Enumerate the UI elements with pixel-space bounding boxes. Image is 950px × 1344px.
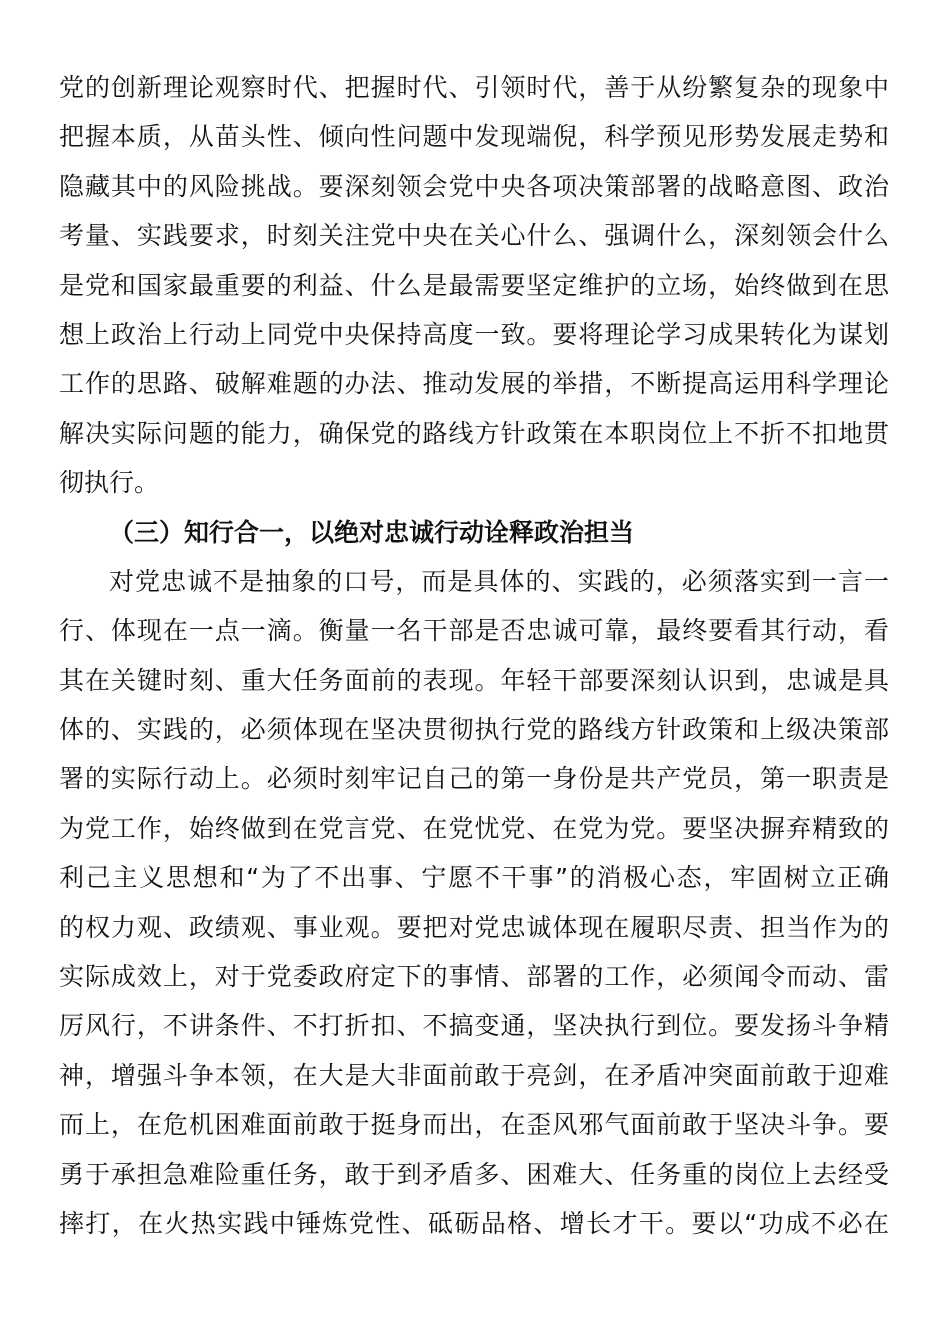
paragraph-line: 隐藏其中的风险挑战。要深刻领会党中央各项决策部署的战略意图、政治	[59, 171, 889, 201]
document-body	[59, 63, 889, 1248]
paragraph-line: 解决实际问题的能力，确保党的路线方针政策在本职岗位上不折不扣地贯	[59, 418, 889, 448]
paragraph-line: 勇于承担急难险重任务，敢于到矛盾多、困难大、任务重的岗位上去经受	[59, 1159, 889, 1189]
paragraph-line: 的权力观、政绩观、事业观。要把对党忠诚体现在履职尽责、担当作为的	[59, 912, 889, 942]
paragraph-line: 对党忠诚不是抽象的口号，而是具体的、实践的，必须落实到一言一	[109, 566, 889, 596]
paragraph-line: 其在关键时刻、重大任务面前的表现。年轻干部要深刻认识到，忠诚是具	[59, 665, 889, 695]
paragraph-line: 考量、实践要求，时刻关注党中央在关心什么、强调什么，深刻领会什么	[59, 221, 889, 251]
paragraph-line: 实际成效上，对于党委政府定下的事情、部署的工作，必须闻令而动、雷	[59, 962, 889, 992]
paragraph-line: 为党工作，始终做到在党言党、在党忧党、在党为党。要坚决摒弃精致的	[59, 813, 889, 843]
paragraph-line: 党的创新理论观察时代、把握时代、引领时代，善于从纷繁复杂的现象中	[59, 73, 889, 102]
paragraph-line: 利己主义思想和“为了不出事、宁愿不干事”的消极心态，牢固树立正确	[59, 863, 889, 893]
paragraph-line: 摔打，在火热实践中锤炼党性、砥砺品格、增长才干。要以“功成不必在	[59, 1208, 889, 1238]
paragraph-line: 是党和国家最重要的利益、什么是最需要坚定维护的立场，始终做到在思	[59, 270, 889, 300]
paragraph-line: 想上政治上行动上同党中央保持高度一致。要将理论学习成果转化为谋划	[59, 319, 889, 349]
paragraph-line: 行、体现在一点一滴。衡量一名干部是否忠诚可靠，最终要看其行动，看	[59, 616, 889, 646]
paragraph-line: 署的实际行动上。必须时刻牢记自己的第一身份是共产党员，第一职责是	[59, 764, 889, 794]
paragraph-line: 彻执行。	[59, 468, 160, 498]
paragraph-line: 神，增强斗争本领，在大是大非面前敢于亮剑，在矛盾冲突面前敢于迎难	[59, 1060, 889, 1090]
paragraph-line: 而上，在危机困难面前敢于挺身而出，在歪风邪气面前敢于坚决斗争。要	[59, 1110, 889, 1140]
paragraph-line: 把握本质，从苗头性、倾向性问题中发现端倪，科学预见形势发展走势和	[59, 122, 889, 152]
paragraph-line: 工作的思路、破解难题的办法、推动发展的举措，不断提高运用科学理论	[59, 369, 889, 399]
section-heading: （三）知行合一，以绝对忠诚行动诠释政治担当	[109, 517, 635, 547]
paragraph-line: 厉风行，不讲条件、不打折扣、不搞变通，坚决执行到位。要发扬斗争精	[59, 1011, 889, 1041]
paragraph-line: 体的、实践的，必须体现在坚决贯彻执行党的路线方针政策和上级决策部	[59, 715, 889, 745]
